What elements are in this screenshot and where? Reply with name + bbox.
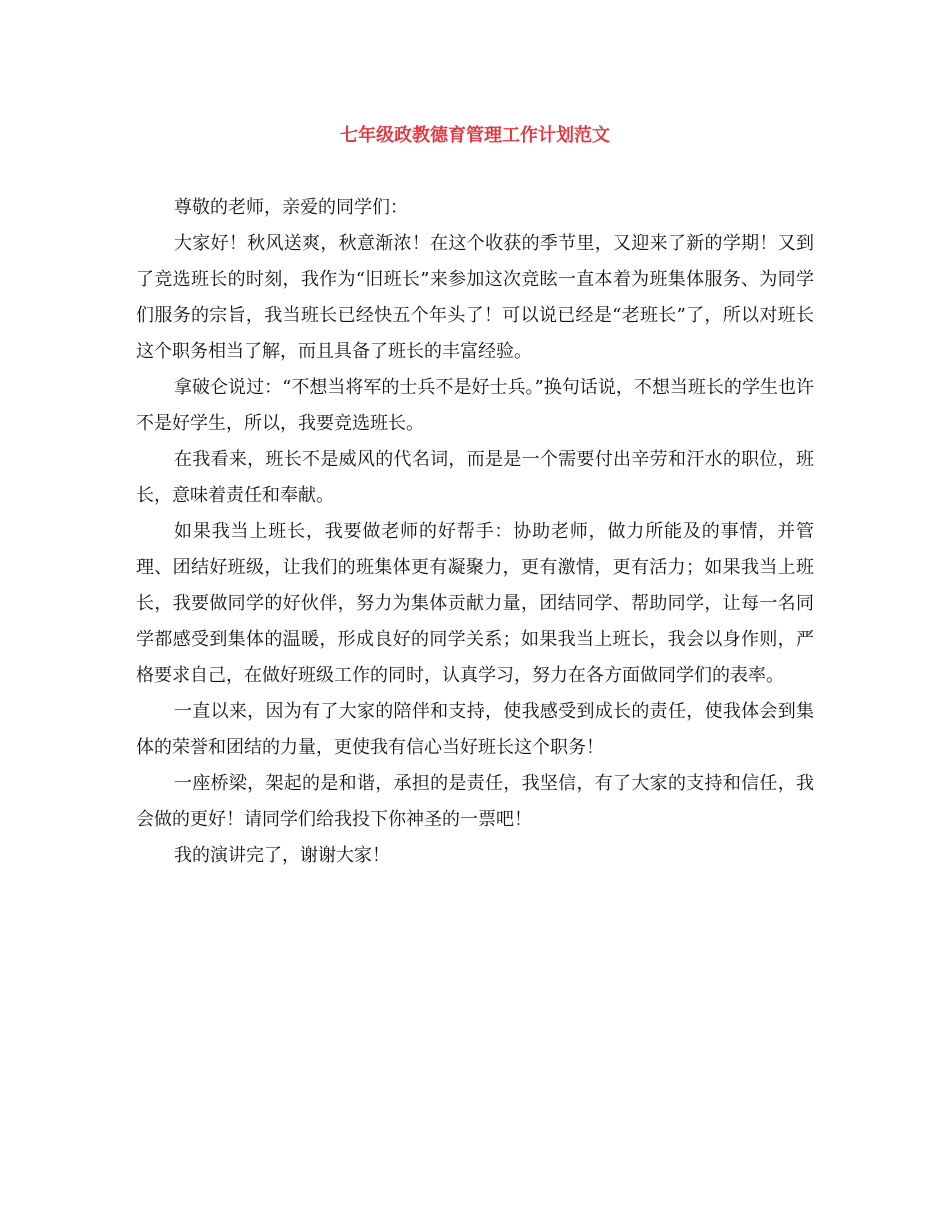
paragraph-greeting: 大家好！秋风送爽，秋意渐浓！在这个收获的季节里，又迎来了新的学期！又到了竞选班长的时刻，我作为“旧班长”来参加这次竞眩一直本着为班集体服务、为同学们服务的宗旨，我当班长已经快五个年头了！可以说已经是“老班长”了，所以对班长这个职务相当了解，而且具备了班长的丰富经验。 xyxy=(136,233,814,362)
paragraph-promises: 如果我当上班长，我要做老师的好帮手：协助老师，做力所能及的事情，并管理、团结好班级，让我们的班集体更有凝聚力，更有激情，更有活力；如果我当上班长，我要做同学的好伙伴，努力为集体贡献力量，团结同学、帮助同学，让每一名同学都感受到集体的温暖，形成良好的同学关系；如果我当上班长，我会以身作则，严格要求自己，在做好班级工作的同时，认真学习，努力在各方面做同学们的表率。 xyxy=(136,521,814,686)
paragraph-salutation: 尊敬的老师，亲爱的同学们： xyxy=(174,197,408,218)
paragraph-view: 在我看来，班长不是威风的代名词，而是是一个需要付出辛劳和汗水的职位，班长，意味着责任和奉献。 xyxy=(136,449,814,506)
paragraph-closing: 我的演讲完了，谢谢大家！ xyxy=(174,845,390,866)
document-body xyxy=(136,190,814,874)
paragraph-quote: 拿破仑说过：“不想当将军的士兵不是好士兵。”换句话说，不想当班长的学生也许不是好学生，所以，我要竞选班长。 xyxy=(136,377,814,434)
paragraph-appeal: 一座桥梁，架起的是和谐，承担的是责任，我坚信，有了大家的支持和信任，我会做的更好！请同学们给我投下你神圣的一票吧！ xyxy=(136,773,814,830)
document-title: 七年级政教德育管理工作计划范文 xyxy=(340,125,610,146)
paragraph-gratitude: 一直以来，因为有了大家的陪伴和支持，使我感受到成长的责任，使我体会到集体的荣誉和团结的力量，更使我有信心当好班长这个职务！ xyxy=(136,701,814,758)
